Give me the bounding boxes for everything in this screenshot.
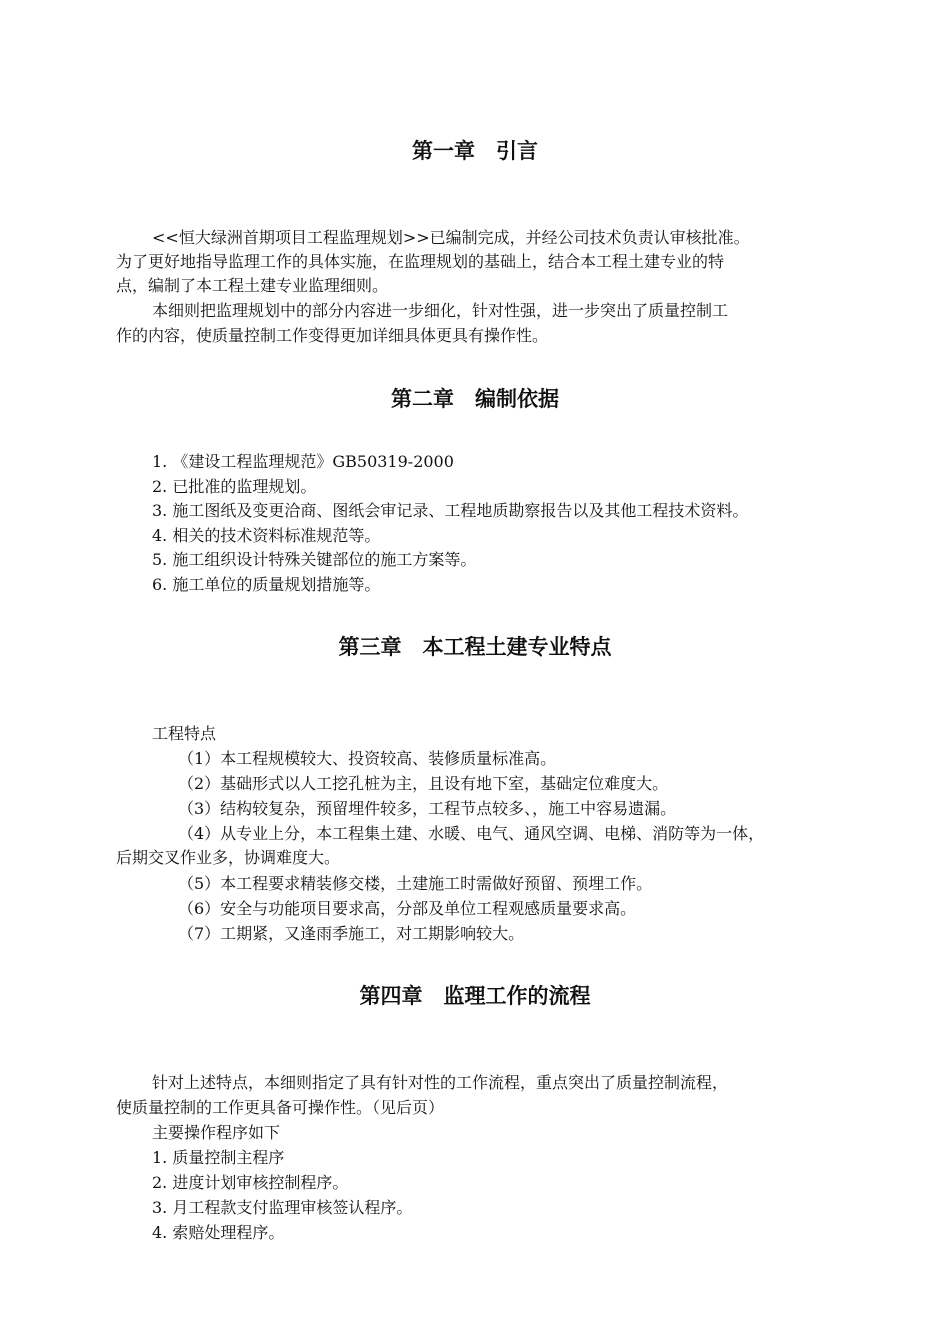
ch4-list-item: 1. 质量控制主程序 (152, 1148, 285, 1167)
ch1-para1-line3: 点，编制了本工程土建专业监理细则。 (116, 276, 389, 295)
ch3-intro: 工程特点 (152, 724, 217, 743)
ch1-para1-line2: 为了更好地指导监理工作的具体实施，在监理规划的基础上，结合本工程土建专业的特 (116, 252, 725, 271)
ch3-feature-item: （3）结构较复杂，预留埋件较多，工程节点较多、，施工中容易遗漏。 (178, 799, 677, 818)
ch3-feature-item: （5）本工程要求精装修交楼，土建施工时需做好预留、预埋工作。 (178, 874, 653, 893)
ch2-list-item: 3. 施工图纸及变更洽商、图纸会审记录、工程地质勘察报告以及其他工程技术资料。 (152, 501, 749, 520)
chapter-2-title: 第二章 编制依据 (391, 387, 559, 411)
ch3-feature-item-continuation: 后期交叉作业多，协调难度大。 (116, 848, 341, 867)
chapter-3-title: 第三章 本工程土建专业特点 (338, 635, 612, 659)
chapter-4-title: 第四章 监理工作的流程 (359, 984, 591, 1008)
ch1-para2-line2: 作的内容，使质量控制工作变得更加详细具体更具有操作性。 (116, 326, 549, 345)
ch4-list-item: 3. 月工程款支付监理审核签认程序。 (152, 1198, 413, 1217)
ch1-para1-line1: <<恒大绿洲首期项目工程监理规划>>已编制完成，并经公司技术负责认审核批准。 (152, 228, 750, 247)
ch3-feature-item: （6）安全与功能项目要求高，分部及单位工程观感质量要求高。 (178, 899, 637, 918)
ch4-intro: 主要操作程序如下 (152, 1123, 281, 1142)
ch4-list-item: 4. 索赔处理程序。 (152, 1223, 285, 1242)
ch2-list-item: 4. 相关的技术资料标准规范等。 (152, 526, 381, 545)
ch3-feature-item: （7）工期紧，又逢雨季施工，对工期影响较大。 (178, 924, 525, 943)
ch2-list-item: 1. 《建设工程监理规范》GB50319-2000 (152, 452, 454, 471)
ch4-list-item: 2. 进度计划审核控制程序。 (152, 1173, 349, 1192)
ch2-list-item: 5. 施工组织设计特殊关键部位的施工方案等。 (152, 550, 477, 569)
ch3-feature-item: （2）基础形式以人工挖孔桩为主，且设有地下室，基础定位难度大。 (178, 774, 669, 793)
ch4-para-line2: 使质量控制的工作更具备可操作性。（见后页） (116, 1098, 445, 1117)
ch3-feature-item: （4）从专业上分，本工程集土建、水暖、电气、通风空调、电梯、消防等为一体， (178, 824, 765, 843)
chapter-1-title: 第一章 引言 (412, 139, 538, 163)
ch2-list-item: 6. 施工单位的质量规划措施等。 (152, 575, 381, 594)
ch1-para2-line1: 本细则把监理规划中的部分内容进一步细化，针对性强，进一步突出了质量控制工 (152, 301, 729, 320)
ch4-para-line1: 针对上述特点，本细则指定了具有针对性的工作流程，重点突出了质量控制流程， (152, 1073, 729, 1092)
ch3-feature-item: （1）本工程规模较大、投资较高、装修质量标准高。 (178, 749, 557, 768)
ch2-list-item: 2. 已批准的监理规划。 (152, 477, 317, 496)
